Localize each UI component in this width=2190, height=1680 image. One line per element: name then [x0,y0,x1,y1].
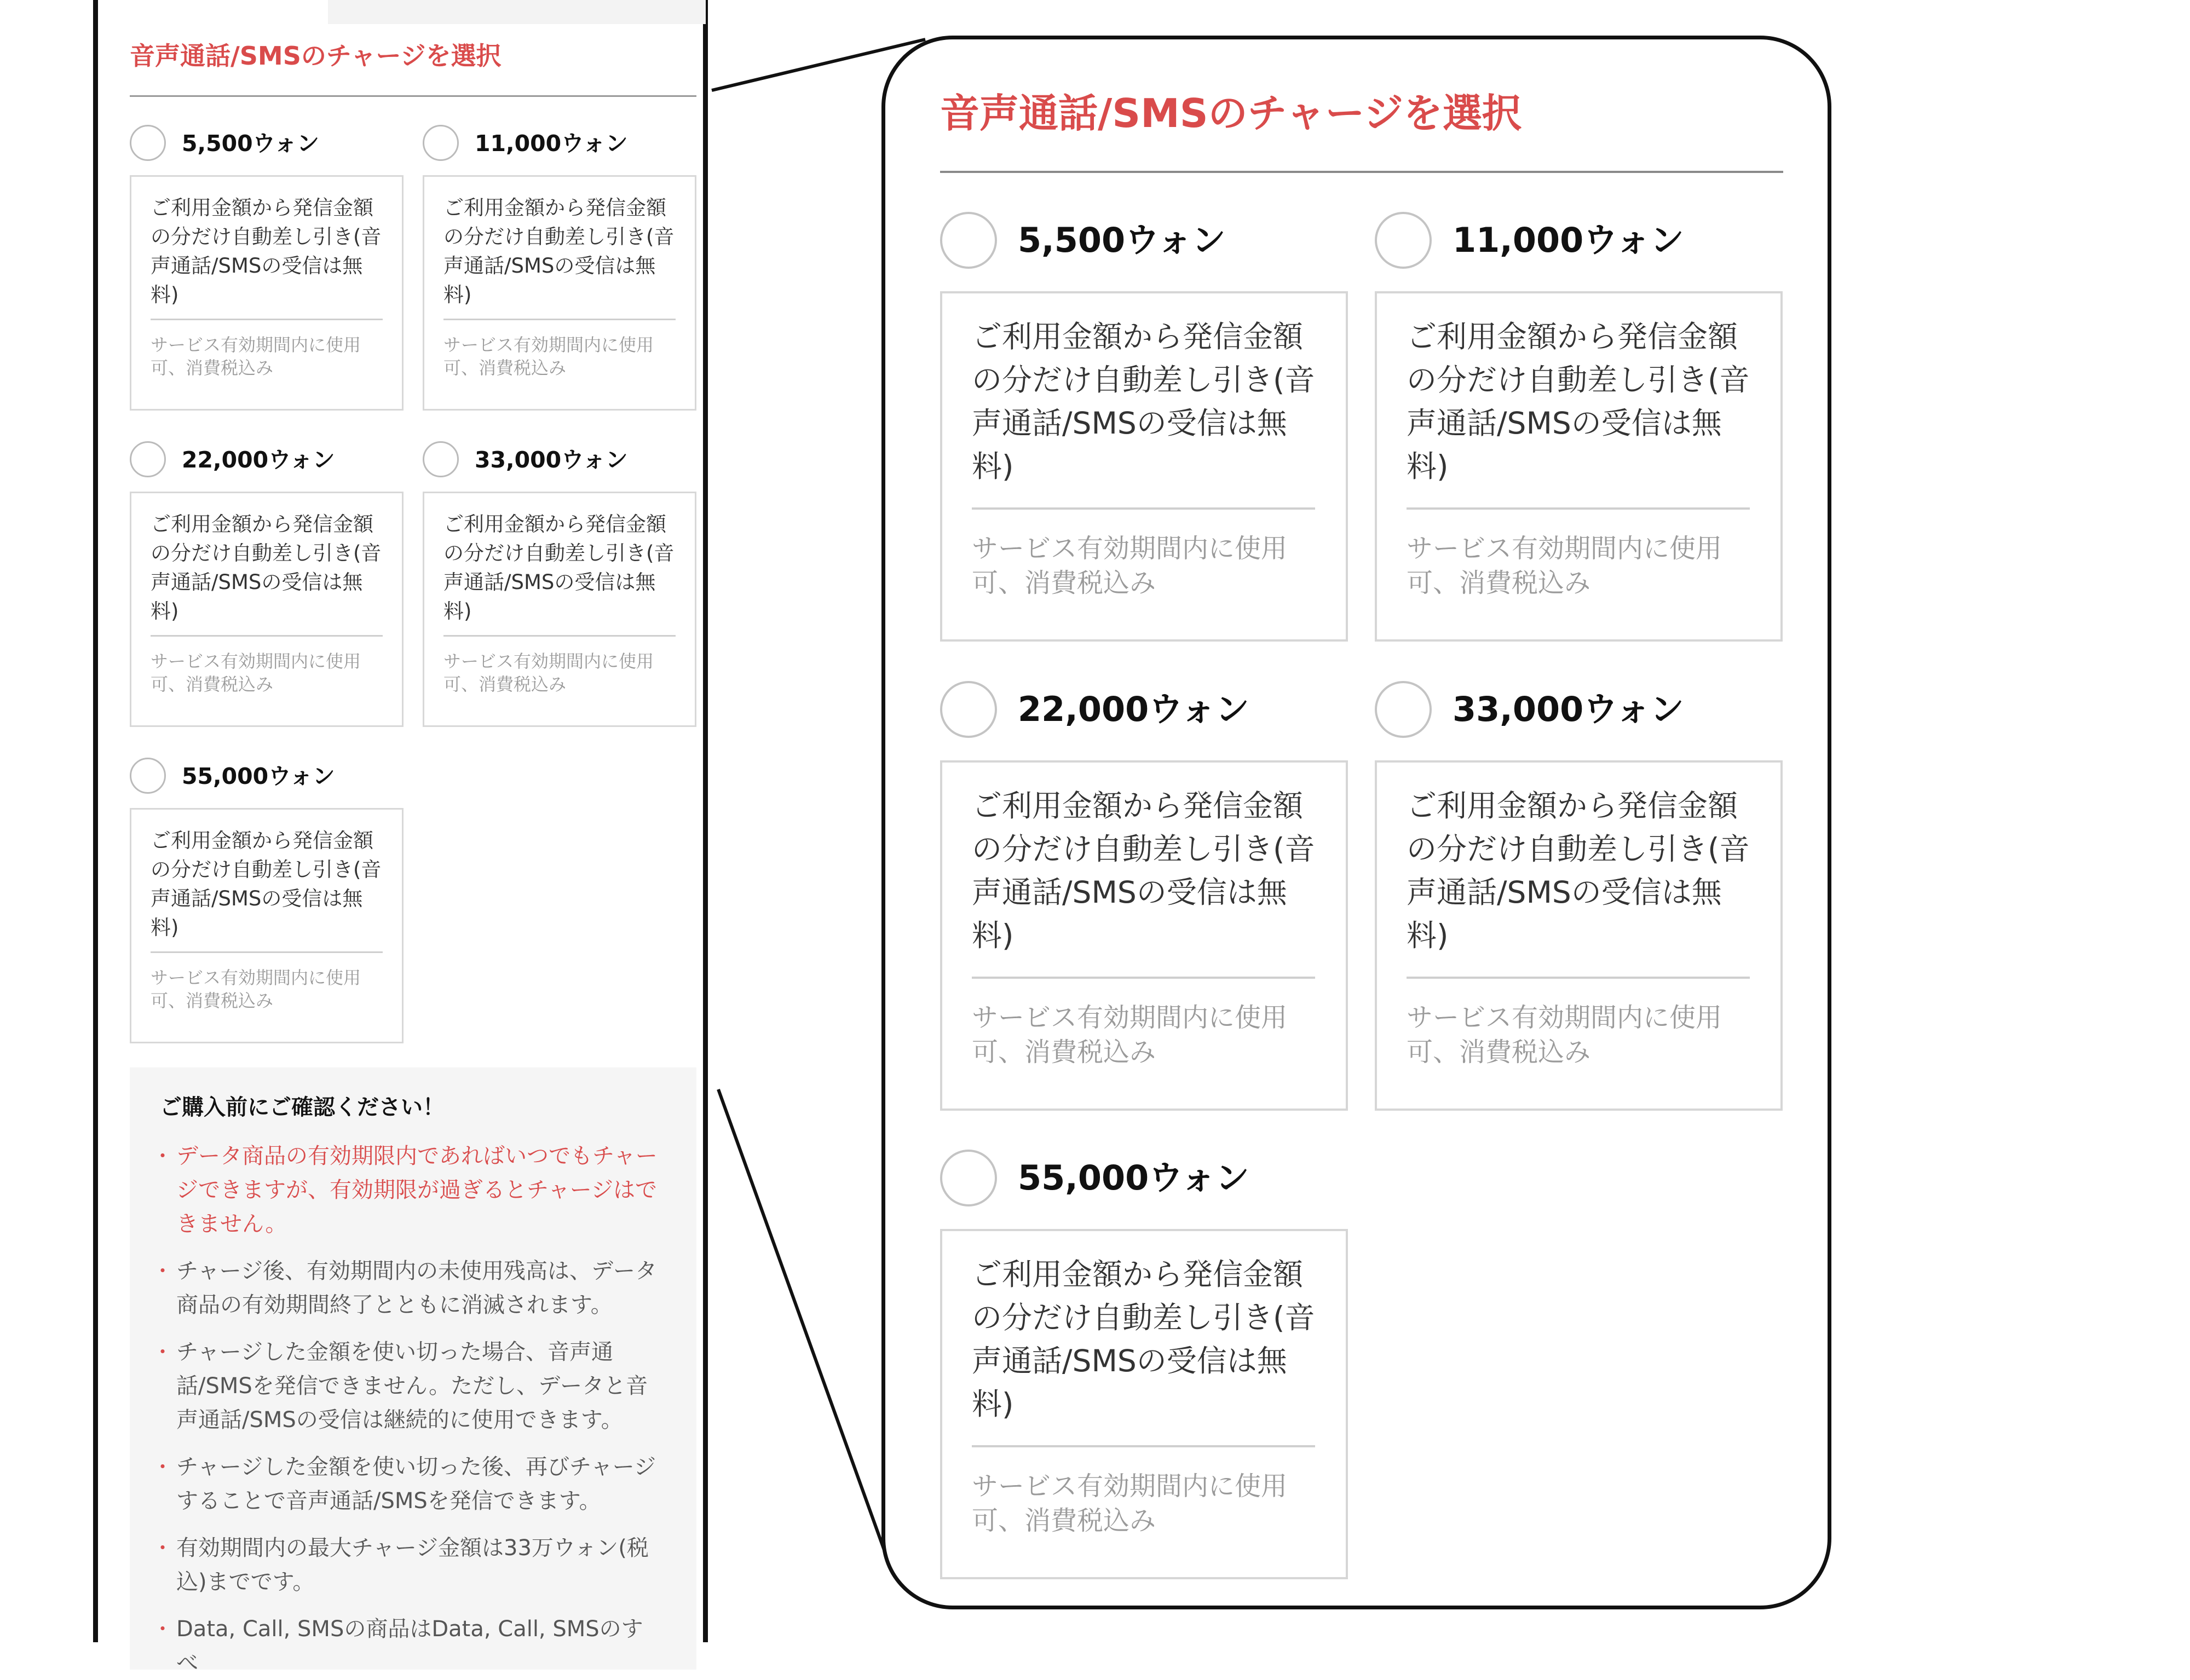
notice-heading: ご購入前にご確認ください！ [160,1095,445,1120]
option-note: サービス有効期間内に使用可、消費税込み [443,334,654,378]
option-note: サービス有効期間内に使用可、消費税込み [151,334,361,378]
option-description: ご利用金額から発信金額の分だけ自動差し引き(音声通話/SMSの受信は無料) [151,196,382,307]
card-divider [1407,977,1750,979]
option-radio-row[interactable] [130,756,404,800]
option-note: サービス有効期間内に使用可、消費税込み [443,651,654,695]
notice-item: ・ チャージした金額を使い切った後、再びチャージすることで音声通話/SMSを発信できます。 [160,1450,664,1518]
radio-button[interactable] [940,1150,997,1206]
option-amount: 33,000ウォン [1453,689,1684,729]
option-description: ご利用金額から発信金額の分だけ自動差し引き(音声通話/SMSの受信は無料) [151,512,382,623]
option-amount: 11,000ウォン [1453,220,1684,260]
option-note: サービス有効期間内に使用可、消費税込み [151,651,361,695]
option-description: ご利用金額から発信金額の分だけ自動差し引き(音声通話/SMSの受信は無料) [151,829,382,939]
card-divider [972,507,1315,510]
notice-item: ・ 有効期間内の最大チャージ金額は33万ウォン(税込)までです。 [160,1531,664,1599]
option-note: サービス有効期間内に使用可、消費税込み [151,967,361,1011]
option-description: ご利用金額から発信金額の分だけ自動差し引き(音声通話/SMSの受信は無料) [443,196,675,307]
charge-option[interactable] [423,440,696,695]
notice-item: ・ チャージした金額を使い切った場合、音声通話/SMSを発信できません。ただし、データと音声通話/SMSの受信は継続的に使用できます。 [160,1335,664,1437]
option-amount: 11,000ウォン [475,130,628,157]
option-description: ご利用金額から発信金額の分だけ自動差し引き(音声通話/SMSの受信は無料) [1407,319,1750,484]
option-card[interactable] [940,291,1348,642]
option-card[interactable] [1375,760,1783,1111]
option-amount: 5,500ウォン [182,130,320,157]
card-divider [151,319,383,320]
option-radio-row[interactable] [423,123,696,167]
charge-option[interactable] [130,440,404,695]
option-amount: 22,000ウォン [1018,689,1249,729]
purchase-notice [130,1067,696,1676]
option-card[interactable] [130,175,404,411]
radio-button[interactable] [940,681,997,738]
option-card[interactable] [423,175,696,411]
radio-button[interactable] [940,212,997,269]
radio-button[interactable] [130,125,166,161]
option-card[interactable] [940,1229,1348,1579]
notice-item: ・ チャージ後、有効期間内の未使用残高は、データ商品の有効期間終了とともに消滅されます。 [160,1254,664,1322]
option-radio-row[interactable] [130,440,404,483]
zoom-callout [881,36,1831,1609]
option-description: ご利用金額から発信金額の分だけ自動差し引き(音声通話/SMSの受信は無料) [972,1257,1315,1422]
top-bar [328,0,706,24]
option-amount: 33,000ウォン [475,447,628,473]
card-divider [443,319,676,320]
radio-button[interactable] [1375,681,1432,738]
phone-screen [93,0,708,1676]
option-amount: 5,500ウォン [1018,220,1226,260]
notice-item: ・ Data, Call, SMSの商品はData, Call, SMSのすべ [160,1612,664,1680]
charge-section [130,38,696,1011]
option-description: ご利用金額から発信金額の分だけ自動差し引き(音声通話/SMSの受信は無料) [972,319,1315,484]
option-note: サービス有効期間内に使用可、消費税込み [972,1471,1288,1536]
connector-line-bottom [718,1089,886,1555]
radio-button[interactable] [423,441,459,477]
option-note: サービス有効期間内に使用可、消費税込み [972,533,1288,598]
charge-option[interactable] [130,756,404,1011]
option-card[interactable] [130,808,404,1043]
option-note: サービス有効期間内に使用可、消費税込み [1407,1002,1722,1067]
section-title: 音声通話/SMSのチャージを選択 [130,41,502,71]
card-divider [443,635,676,637]
card-divider [972,1445,1315,1447]
notice-list [160,1139,664,1680]
radio-button[interactable] [1375,212,1432,269]
option-card[interactable] [423,492,696,727]
card-divider [151,635,383,637]
option-card[interactable] [130,492,404,727]
card-divider [151,951,383,953]
radio-button[interactable] [130,441,166,477]
zoom-section-divider [940,171,1783,173]
option-amount: 22,000ウォン [182,447,335,473]
option-amount: 55,000ウォン [1018,1158,1249,1198]
card-divider [1407,507,1750,510]
charge-option[interactable] [130,123,404,378]
notice-item: ・ データ商品の有効期限内であればいつでもチャージできますが、有効期限が過ぎるとチャージはできません。 [160,1139,664,1241]
option-description: ご利用金額から発信金額の分だけ自動差し引き(音声通話/SMSの受信は無料) [972,788,1315,953]
section-divider [130,95,696,97]
option-note: サービス有効期間内に使用可、消費税込み [972,1002,1288,1067]
charge-option[interactable] [423,123,696,378]
option-amount: 55,000ウォン [182,763,335,789]
option-note: サービス有効期間内に使用可、消費税込み [1407,533,1722,598]
option-card[interactable] [940,760,1348,1111]
option-description: ご利用金額から発信金額の分だけ自動差し引き(音声通話/SMSの受信は無料) [443,512,675,623]
zoom-section-title: 音声通話/SMSのチャージを選択 [940,90,1522,136]
option-description: ご利用金額から発信金額の分だけ自動差し引き(音声通話/SMSの受信は無料) [1407,788,1750,953]
option-radio-row[interactable] [423,440,696,483]
option-radio-row[interactable] [130,123,404,167]
radio-button[interactable] [423,125,459,161]
option-card[interactable] [1375,291,1783,642]
radio-button[interactable] [130,758,166,794]
card-divider [972,977,1315,979]
